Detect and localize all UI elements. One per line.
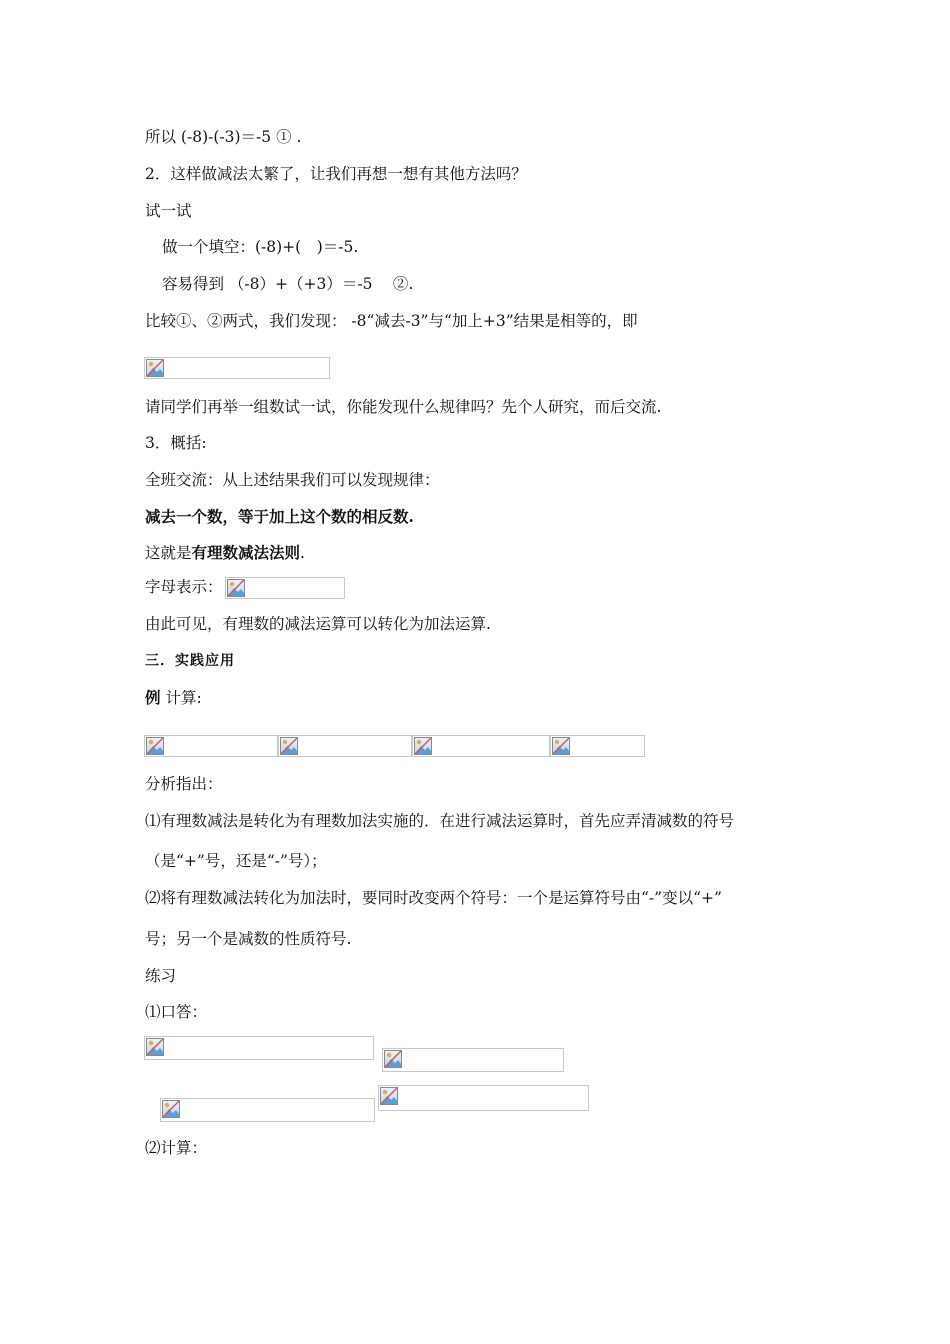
broken-image-icon bbox=[146, 1038, 164, 1056]
text-line-1: 所以 (-8)-(-3)＝-5 ① . bbox=[145, 128, 302, 146]
text-line-3: 试一试 bbox=[145, 202, 192, 220]
text-line-6: 比较①、②两式，我们发现： -8“减去-3”与“加上+3”结果是相等的，即 bbox=[145, 312, 638, 330]
section-heading: 三．实践应用 bbox=[145, 653, 235, 669]
text-line-11 bbox=[145, 543, 305, 563]
broken-image-icon bbox=[280, 737, 298, 755]
example-text: 计算: bbox=[160, 689, 202, 707]
image-placeholder bbox=[225, 577, 345, 599]
text-line-15 bbox=[145, 688, 202, 708]
image-placeholder bbox=[144, 735, 278, 757]
broken-image-icon bbox=[146, 737, 164, 755]
image-placeholder bbox=[382, 1048, 564, 1072]
text-line-18: （是“+”号，还是“-”号）； bbox=[145, 852, 327, 870]
image-placeholder bbox=[144, 357, 330, 379]
text-line-9: 全班交流：从上述结果我们可以发现规律： bbox=[145, 471, 440, 489]
broken-image-icon bbox=[552, 737, 570, 755]
text-suffix: . bbox=[300, 544, 305, 562]
example-label: 例 bbox=[145, 688, 161, 707]
image-placeholder bbox=[160, 1098, 375, 1122]
text-line-4: 做一个填空：(-8)+( )＝-5. bbox=[162, 238, 359, 256]
image-placeholder bbox=[412, 735, 550, 757]
image-placeholder bbox=[550, 735, 645, 757]
rule-name: 有理数减法法则 bbox=[191, 543, 301, 562]
rule-statement: 减去一个数，等于加上这个数的相反数. bbox=[145, 507, 414, 526]
broken-image-icon bbox=[162, 1100, 180, 1118]
broken-image-icon bbox=[146, 359, 164, 377]
image-placeholder bbox=[378, 1085, 589, 1111]
text-line-2: 2．这样做减法太繁了，让我们再想一想有其他方法吗？ bbox=[145, 165, 527, 183]
text-line-12 bbox=[145, 577, 345, 599]
text-line-13: 由此可见，有理数的减法运算可以转化为加法运算. bbox=[145, 615, 491, 633]
text-line-21: 练习 bbox=[145, 967, 177, 985]
broken-image-icon bbox=[227, 579, 245, 597]
image-placeholder bbox=[144, 1036, 374, 1060]
text-line-7: 请同学们再举一组数试一试，你能发现什么规律吗？先个人研究，而后交流. bbox=[145, 398, 662, 416]
text-line-16: 分析指出： bbox=[145, 775, 223, 793]
letter-label: 字母表示： bbox=[145, 578, 223, 596]
broken-image-icon bbox=[384, 1050, 402, 1068]
text-line-20: 号；另一个是减数的性质符号. bbox=[145, 930, 352, 948]
text-line-22: ⑴口答： bbox=[145, 1003, 208, 1021]
broken-image-icon bbox=[414, 737, 432, 755]
image-placeholder bbox=[278, 735, 412, 757]
text-line-17: ⑴有理数减法是转化为有理数加法实施的．在进行减法运算时，首先应弄清减数的符号 bbox=[145, 812, 735, 830]
text-line-5: 容易得到 （-8）+（+3）＝-5 ②. bbox=[162, 275, 414, 293]
text-line-19: ⑵将有理数减法转化为加法时，要同时改变两个符号：一个是运算符号由“-”变以“+” bbox=[145, 889, 722, 907]
text-line-23: ⑵计算： bbox=[145, 1139, 208, 1157]
text-prefix: 这就是 bbox=[145, 544, 192, 562]
text-line-8: 3．概括: bbox=[145, 434, 207, 452]
broken-image-icon bbox=[380, 1087, 398, 1105]
